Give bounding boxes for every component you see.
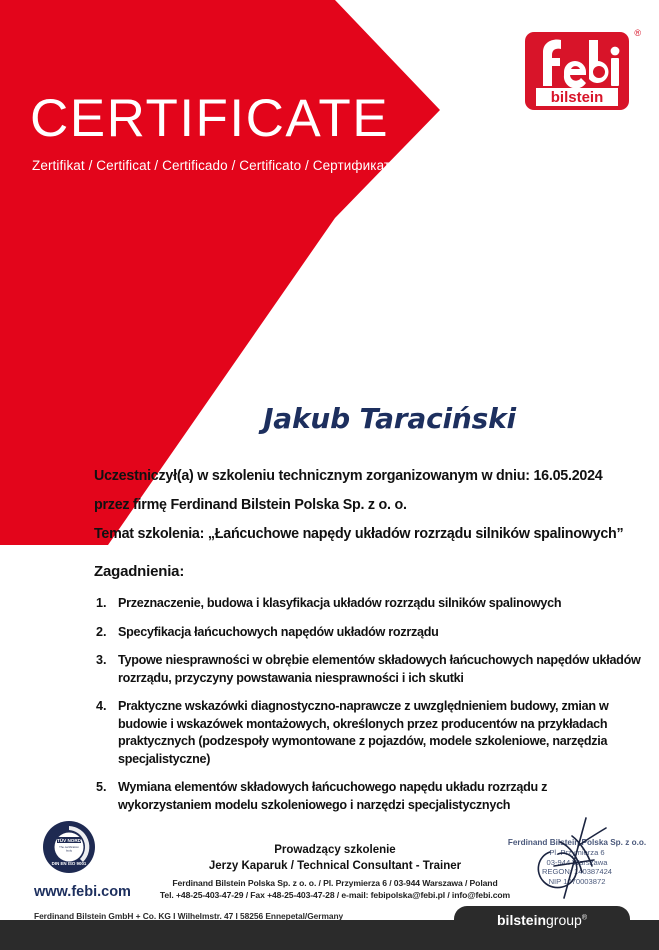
website-url[interactable]: www.febi.com [34,884,131,900]
svg-text:body: body [65,848,73,853]
registered-trademark-icon: ® [581,914,587,922]
list-item-text: Praktyczne wskazówki diagnostyczno-naprawcze z uwzględnieniem budowy, zmian w budowie i wskazówek montażowych, określonych przez producentów na przykładach praktycznych (podzespoły wymontowane z pojazdów, modele szkoleniowe, narzędzia specjalistyczne) [118,699,609,766]
svg-text:The certification: The certification [59,845,79,849]
list-item-text: Typowe niesprawności w obrębie elementów składowych łańcuchowych napędów układów rozrządu, przyczyny powstawania niesprawności i ich skutki [118,653,641,685]
stamp-nip: NIP 1070003872 [548,876,606,886]
list-item-number: 5. [96,780,107,794]
febi-bilstein-logo [523,30,631,112]
list-item [94,779,642,814]
list-item-text: Specyfikacja łańcuchowych napędów układów rozrządu [118,624,439,639]
topics-heading: Zagadnienia: [94,563,185,580]
topics-section [94,563,642,825]
registered-trademark-icon: ® [634,28,641,38]
svg-text:bilstein: bilstein [550,89,604,106]
page-title: CERTIFICATE [30,89,390,148]
stamp-city: 03-944 Warszawa [546,857,608,867]
list-item [94,698,642,768]
company-contact-line-2: Tel. +48-25-403-47-29 / Fax +48-25-403-47-28 / e-mail: febipolska@febi.pl / info@febi.com [159,890,511,900]
list-item-number: 1. [96,596,107,610]
tuv-nord-seal-icon [38,818,100,876]
trainer-name: Jerzy Kaparuk / Technical Consultant - Trainer [208,860,462,872]
body-text-block [94,462,639,549]
body-line-topic: Temat szkolenia: „Łańcuchowe napędy układów rozrządu silników spalinowych” [94,526,624,542]
footer-center-block [150,843,520,901]
body-line-participation: Uczestniczył(a) w szkoleniu technicznym zorganizowanym w dniu: 16.05.2024 [94,468,603,484]
list-item [94,652,642,687]
list-item-text: Przeznaczenie, budowa i klasyfikacja układów rozrządu silników spalinowych [118,596,562,610]
certificate-subtitle-languages: Zertifikat / Certificat / Certificado / Certificato / Сертификат [32,158,391,173]
company-stamp [498,838,656,886]
list-item-number: 4. [96,699,107,713]
trainer-role-label: Prowadzący szkolenie [274,844,396,856]
svg-text:DIN EN ISO 9001: DIN EN ISO 9001 [51,861,87,866]
list-item-number: 2. [96,624,107,639]
stamp-street: Pl. Przymierza 6 [549,848,605,857]
stamp-company-name: Ferdinand Bilstein Polska Sp. z o.o. [507,838,647,847]
svg-text:TÜV NORD: TÜV NORD [57,838,81,843]
bilsteingroup-bold: bilstein [497,912,547,928]
recipient-name: Jakub Taraciński [263,402,516,435]
company-address-line-1: Ferdinand Bilstein Polska Sp. z o. o. / Pl. Przymierza 6 / 03-944 Warszawa / Poland [172,878,498,888]
stamp-regon: REGON: 140387424 [541,867,613,876]
list-item [94,624,642,642]
legal-company-line: Ferdinand Bilstein GmbH + Co. KG I Wilhelmstr. 47 I 58256 Ennepetal/Germany [34,911,344,921]
list-item-text: Wymiana elementów składowych łańcuchowego napędu układu rozrządu z wykorzystaniem modelu szkoleniowego i narzędzi specjalistycznych [118,780,548,812]
list-item [94,595,642,613]
bilsteingroup-light: group [546,912,582,928]
body-line-organizer: przez firmę Ferdinand Bilstein Polska Sp. z o. o. [94,497,407,513]
bilsteingroup-logo [454,912,630,928]
list-item-number: 3. [96,653,107,667]
